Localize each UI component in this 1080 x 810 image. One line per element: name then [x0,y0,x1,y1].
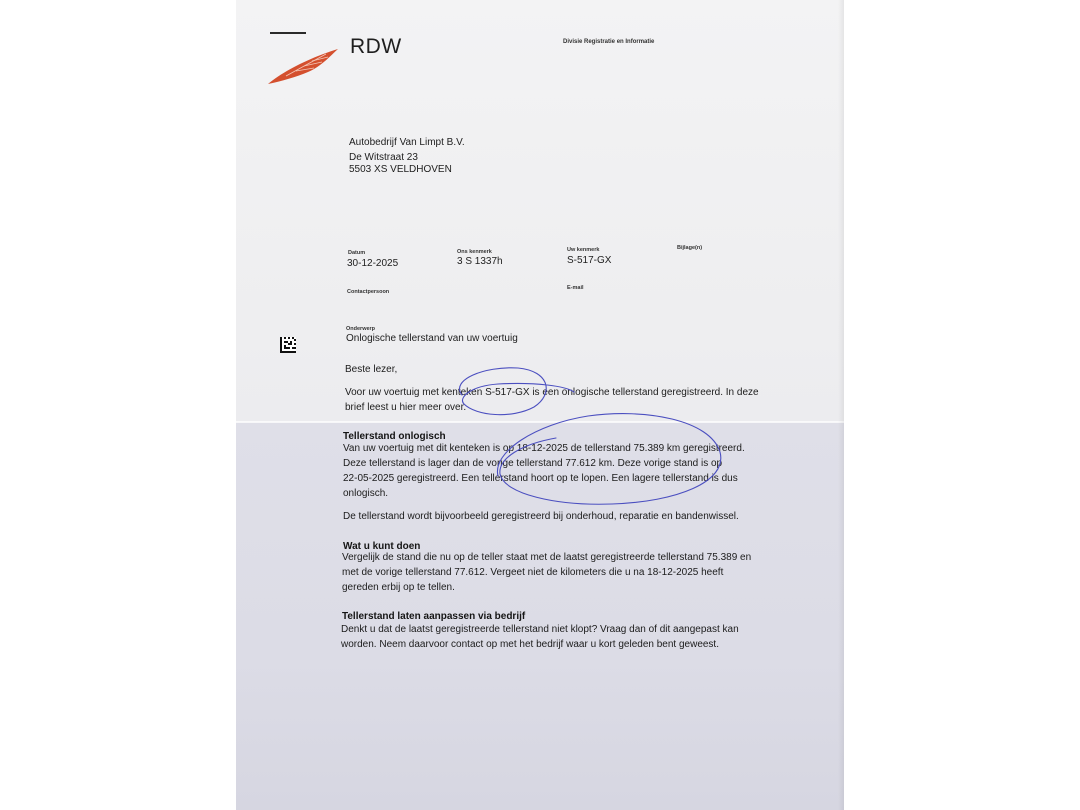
section2-line: Vergelijk de stand die nu op de teller staat met de laatst geregistreerde tellerstand 75.389 en [342,552,752,563]
bijlagen-label: Bijlage(n) [677,245,703,251]
contactpersoon-label: Contactpersoon [347,289,390,295]
letter-sheet [236,0,844,810]
rdw-feather-logo-icon [266,44,340,86]
section1-paragraph [343,441,793,501]
section1-line: Deze tellerstand is lager dan de vorige tellerstand 77.612 km. Deze vorige stand is op [343,458,723,469]
datum-label: Datum [348,250,366,256]
uw-kenmerk-value: S-517-GX [567,255,612,266]
intro-line: Voor uw voertuig met kenteken S-517-GX is een onlogische tellerstand geregistreerd. In deze [345,387,759,398]
ons-kenmerk-value: 3 S 1337h [457,256,503,267]
email-label: E-mail [567,285,584,291]
fold-crease [236,421,844,423]
section1-line: onlogisch. [343,488,389,499]
section1-line: 22-05-2025 geregistreerd. Een tellerstand hoort op te lopen. Een lagere tellerstand is dus [343,473,738,484]
section3-paragraph [341,622,791,652]
uw-kenmerk-label: Uw kenmerk [567,247,600,253]
section2-line: gereden erbij op te tellen. [342,582,455,593]
para-registration-moments: De tellerstand wordt bijvoorbeeld geregistreerd bij onderhoud, reparatie en bandenwissel. [343,511,739,522]
section3-line: worden. Neem daarvoor contact op met het bedrijf waar u kort geleden bent geweest. [341,639,719,650]
top-dash [270,32,306,34]
onderwerp-label: Onderwerp [346,326,376,332]
recipient-street: De Witstraat 23 [349,152,418,163]
intro-line: brief leest u hier meer over. [345,402,467,413]
recipient-name: Autobedrijf Van Limpt B.V. [349,137,465,148]
section-heading-tellerstand-aanpassen: Tellerstand laten aanpassen via bedrijf [342,611,526,622]
ons-kenmerk-label: Ons kenmerk [457,249,492,255]
datum-value: 30-12-2025 [347,258,399,269]
division-name: Divisie Registratie en Informatie [563,39,655,45]
datamatrix-icon [280,337,296,353]
section3-line: Denkt u dat de laatst geregistreerde tellerstand niet klopt? Vraag dan of dit aangepast kan [341,624,739,635]
brand-name: RDW [350,35,402,58]
intro-paragraph [345,385,790,415]
greeting: Beste lezer, [345,364,398,375]
page-edge [838,0,844,810]
section2-paragraph [342,550,792,595]
section-heading-tellerstand-onlogisch: Tellerstand onlogisch [343,431,446,442]
onderwerp-value: Onlogische tellerstand van uw voertuig [346,333,518,344]
section-heading-wat-u-kunt-doen: Wat u kunt doen [343,541,421,552]
recipient-postal-city: 5503 XS VELDHOVEN [349,164,452,175]
section1-line: Van uw voertuig met dit kenteken is op 18-12-2025 de tellerstand 75.389 km geregistreerd. [343,443,745,454]
section2-line: met de vorige tellerstand 77.612. Vergeet niet de kilometers die u na 18-12-2025 heeft [342,567,724,578]
